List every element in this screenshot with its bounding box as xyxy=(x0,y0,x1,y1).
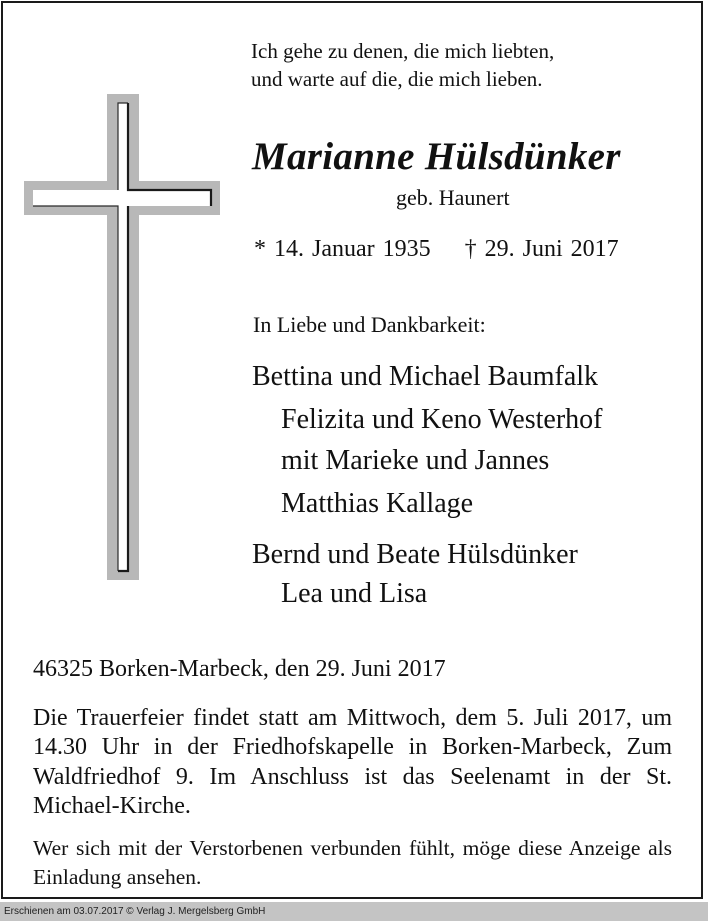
mourners-intro: In Liebe und Dankbarkeit: xyxy=(253,312,486,337)
maiden-name: geb. Haunert xyxy=(396,185,510,210)
publication-footer: Erschienen am 03.07.2017 © Verlag J. Mergelsberg GmbH xyxy=(0,902,708,921)
mourner-line: Bernd und Beate Hülsdünker xyxy=(252,539,578,570)
death-date: † 29. Juni 2017 xyxy=(464,236,619,262)
mourner-line: Lea und Lisa xyxy=(281,578,428,609)
life-dates xyxy=(254,236,619,263)
cross-icon xyxy=(24,94,220,580)
deceased-name: Marianne Hülsdünker xyxy=(252,135,621,178)
mourner-line: Bettina und Michael Baumfalk xyxy=(252,361,599,392)
place-date: 46325 Borken-Marbeck, den 29. Juni 2017 xyxy=(33,656,446,682)
poem-quote xyxy=(251,37,554,93)
invitation-text: Wer sich mit der Verstorbenen verbunden fühlt, möge diese Anzeige als Einladung ansehen. xyxy=(33,836,672,889)
poem-line-1: Ich gehe zu denen, die mich liebten, xyxy=(251,39,555,63)
mourner-line: Matthias Kallage xyxy=(281,488,474,519)
birth-date: * 14. Januar 1935 xyxy=(254,236,431,262)
mourner-line: mit Marieke und Jannes xyxy=(281,445,550,476)
ceremony-details: Die Trauerfeier findet statt am Mittwoch, dem 5. Juli 2017, um 14.30 Uhr in der Friedhofskapelle in Borken-Marbeck, Zum Waldfriedhof 9. Im Anschluss ist das Seelenamt in der St. Michael-Kirche. xyxy=(33,705,672,819)
mourner-line: Felizita und Keno Westerhof xyxy=(281,404,603,435)
poem-line-2: und warte auf die, die mich lieben. xyxy=(251,67,543,91)
